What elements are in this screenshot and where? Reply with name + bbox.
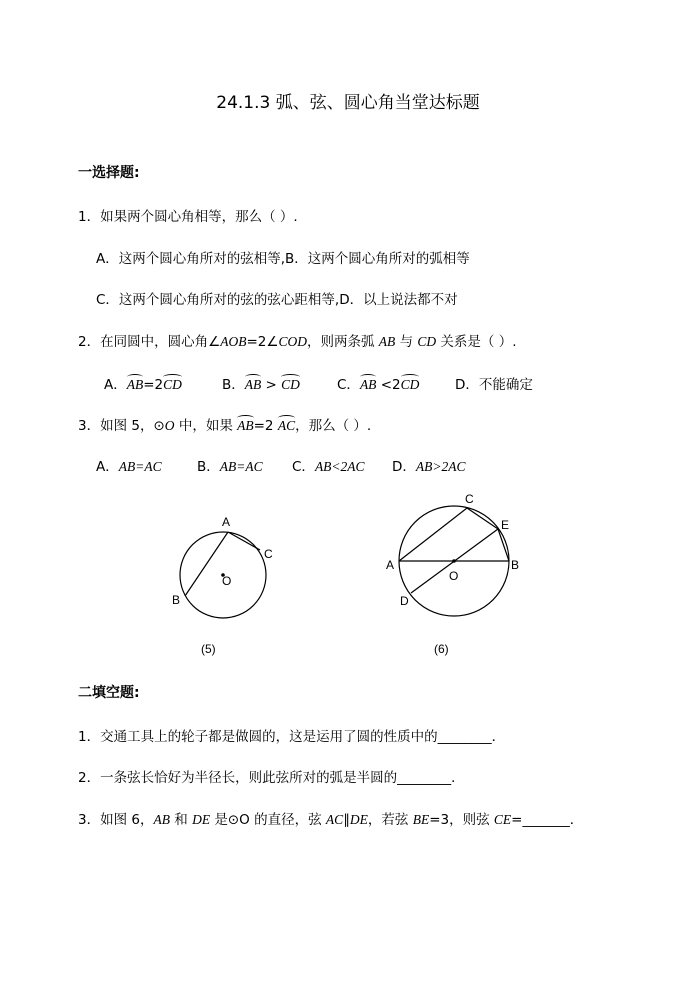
q2-a-label: A．	[104, 377, 127, 393]
q2-c-arc-cd: CD	[400, 377, 420, 392]
f3-ab: AB	[153, 812, 170, 827]
q2-c-op: <2	[376, 377, 401, 393]
fig5-label-a: A	[222, 515, 231, 529]
q2-b-arc-cd: CD	[281, 377, 300, 392]
fig5-caption: (5)	[201, 642, 216, 656]
fig5-label-o: O	[222, 574, 232, 588]
section-heading-choice: 一选择题:	[78, 165, 140, 181]
f3-de2: DE	[349, 812, 368, 827]
fig6-label-o: O	[449, 569, 459, 583]
f3-ce: CE	[493, 812, 512, 827]
fill-question-1: 1．交通工具上的轮子都是做圆的，这是运用了圆的性质中的________．	[78, 729, 506, 745]
fig6-chord-ac	[399, 508, 467, 561]
q3-b-label: B．	[197, 459, 220, 475]
q3-c-label: C．	[292, 459, 315, 475]
fig6-label-a: A	[386, 558, 395, 572]
q3-d-label: D．	[392, 459, 416, 475]
q3-prefix: 3．如图 5，⊙	[78, 418, 165, 434]
fig6-center-dot	[452, 559, 456, 563]
q3-a-value: AB=AC	[118, 459, 162, 474]
q2-eq: =2∠	[246, 334, 279, 350]
q3-arc-ab: AB	[237, 418, 254, 433]
fig6-label-b: B	[511, 558, 520, 572]
fig6-caption: (6)	[434, 642, 449, 656]
q2-angle-aob: AOB	[220, 334, 247, 349]
q2-suffix: 关系是（ ）.	[436, 334, 517, 350]
q3-eq: =2	[253, 418, 278, 434]
q3-circle-o: O	[164, 418, 175, 433]
q3-arc-ac: AC	[277, 418, 296, 433]
q2-mid1: ，则两条弧	[306, 334, 379, 350]
f3-suffix: =_______．	[511, 812, 584, 828]
f3-mid2: ，若弦	[367, 812, 413, 828]
q3-a-label: A．	[96, 459, 119, 475]
q3-suffix: ，那么（ ）.	[295, 418, 372, 434]
fig5-label-b: B	[172, 593, 181, 607]
f3-ac: AC	[325, 812, 344, 827]
q2-a-op: =2	[143, 377, 164, 393]
q2-a-arc-cd: CD	[163, 377, 182, 392]
q3-mid: 中，如果	[174, 418, 238, 434]
question-1-stem: 1．如果两个圆心角相等，那么（ ）.	[78, 209, 298, 225]
question-1-options-cd: C．这两个圆心角所对的弦的弦心距相等,D．以上说法都不对	[96, 292, 458, 308]
q2-mid2: 与	[395, 334, 418, 350]
fig5-label-c: C	[264, 547, 273, 561]
q2-angle-cod: COD	[278, 334, 307, 349]
question-2-option-d: D．不能确定	[455, 377, 533, 393]
q2-arc-cd: CD	[417, 334, 437, 349]
page-title: 24.1.3 弧、弦、圆心角当堂达标题	[216, 93, 480, 113]
fig6-chord-be	[498, 529, 509, 561]
q2-c-arc-ab: AB	[359, 377, 377, 392]
q3-d-value: AB>2AC	[415, 459, 466, 474]
question-1-options-ab: A．这两个圆心角所对的弦相等,B．这两个圆心角所对的弧相等	[96, 251, 470, 267]
q2-a-arc-ab: AB	[126, 377, 144, 392]
figure-6	[386, 492, 519, 656]
q3-c-value: AB<2AC	[314, 459, 365, 474]
q3-b-value: AB=AC	[219, 459, 263, 474]
fill-question-2: 2．一条弦长恰好为半径长，则此弦所对的弧是半圆的________．	[78, 770, 465, 786]
figure-5	[172, 515, 273, 656]
fig6-chord-ce	[467, 508, 498, 529]
fig5-chord-ac	[228, 532, 260, 550]
q2-arc-ab: AB	[378, 334, 396, 349]
fill-question-3	[78, 808, 583, 828]
f3-and: 和	[169, 812, 193, 828]
fig6-label-d: D	[400, 594, 409, 608]
q2-prefix: 2．在同圆中，圆心角∠	[78, 334, 221, 350]
q2-b-label: B．	[222, 377, 245, 393]
f3-parallel: ∥	[343, 812, 350, 828]
f3-de: DE	[192, 812, 211, 827]
section-heading-fill: 二填空题:	[78, 685, 140, 701]
f3-prefix: 3．如图 6，	[78, 812, 154, 828]
q2-b-op: >	[261, 377, 282, 393]
q2-c-label: C．	[337, 377, 360, 393]
q2-b-arc-ab: AB	[244, 377, 262, 392]
fig6-label-c: C	[465, 492, 474, 506]
fig6-label-e: E	[501, 518, 510, 532]
f3-be: BE	[412, 812, 430, 827]
f3-mid: 是⊙O 的直径，弦	[210, 812, 326, 828]
f3-mid3: =3，则弦	[429, 812, 494, 828]
